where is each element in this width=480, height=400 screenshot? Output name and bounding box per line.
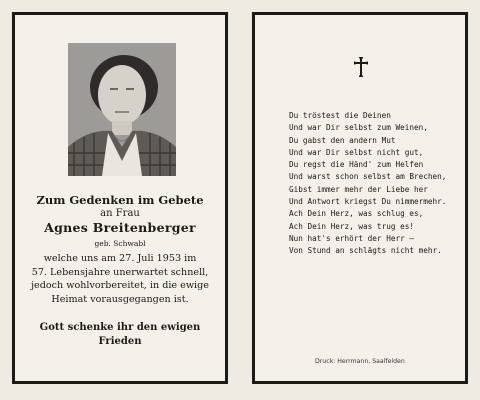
memorial-card-front [12,12,228,384]
poem-line: Und Antwort kriegst Du nimmermehr. [289,197,447,207]
poem-line: Gibst immer mehr der Liebe her [289,184,428,194]
memorial-text-line: jedoch wohlvorbereitet, in die ewige [31,280,209,291]
poem-line: Von Stund an schlägts nicht mehr. [289,246,442,256]
memorial-text-line: 57. Lebensjahre unerwartet schnell, [31,266,209,278]
closing-prayer-line: Frieden [98,336,142,347]
cross-icon [354,57,368,77]
memorial-card-back [252,12,468,384]
closing-prayer-line: Gott schenke ihr den ewigen [39,322,201,333]
printer-credit: Druck: Herrmann, Saalfelden [315,358,405,365]
poem-line: Und war Dir selbst nicht gut, [289,147,424,157]
poem-line: Du regst die Händ' zum Helfen [289,160,424,170]
memorial-text-line: Heimat vorausgegangen ist. [51,293,189,305]
memorial-text [23,252,217,306]
maiden-name: geb. Schwabl [94,239,146,248]
poem-line: Und warst schon selbst am Brechen, [289,172,447,182]
poem-line: Nun hat's erhört der Herr — [289,233,414,243]
poem-line: Du tröstest die Deinen [289,111,391,120]
closing-prayer [15,321,225,349]
addressee-line: an Frau [100,208,140,219]
poem-line: Und war Dir selbst zum Weinen, [289,123,428,133]
memorial-text-line: welche uns am 27. Juli 1953 im [43,253,197,264]
poem [289,110,446,258]
portrait-photo [68,43,176,176]
poem-line: Du gabst den andern Mut [289,135,396,145]
poem-line: Ach Dein Herz, was trug es! [289,221,414,231]
poem-line: Ach Dein Herz, was schlug es, [289,209,424,219]
portrait-photo-image [68,43,176,176]
deceased-name: Agnes Breitenberger [44,220,196,235]
memorial-heading: Zum Gedenken im Gebete [36,193,204,207]
